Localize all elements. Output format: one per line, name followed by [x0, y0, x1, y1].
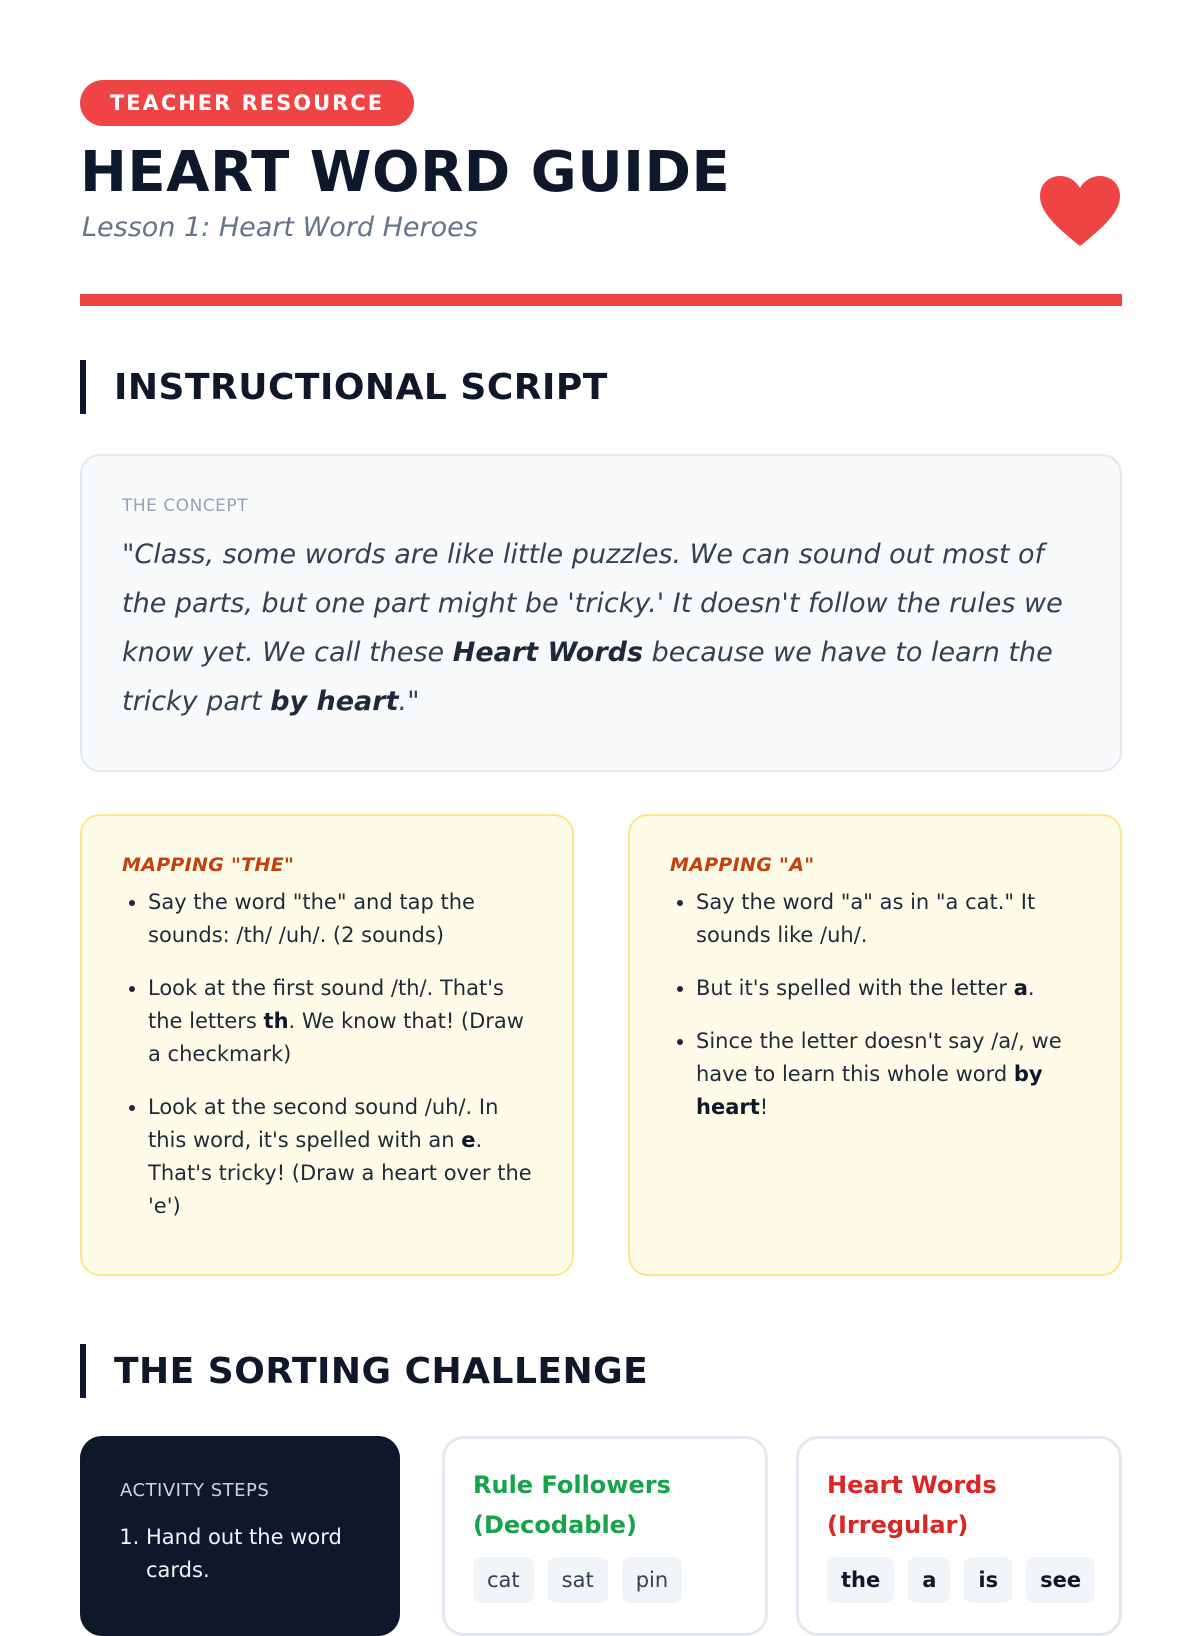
list-item	[148, 972, 534, 1071]
word-card[interactable]: pin	[622, 1557, 682, 1603]
word-card[interactable]: sat	[548, 1557, 608, 1603]
heart-words-title-line: Heart Words	[827, 1471, 997, 1499]
mapping-a-card	[628, 814, 1122, 1276]
quote-text: because we have to learn the tricky part	[122, 637, 1053, 717]
word-card[interactable]: see	[1026, 1557, 1095, 1603]
list-item-text: But it's spelled with the letter	[696, 976, 1014, 1000]
concept-card	[80, 454, 1122, 772]
word-card[interactable]: is	[964, 1557, 1012, 1603]
list-item-emphasis: a	[1013, 976, 1028, 1000]
list-item-emphasis: e	[461, 1128, 476, 1152]
word-card[interactable]: the	[827, 1557, 894, 1603]
heart-words-word-list	[827, 1557, 1093, 1603]
mapping-a-label: MAPPING "A"	[670, 854, 815, 876]
section-heading-sorting-challenge: THE SORTING CHALLENGE	[80, 1344, 980, 1398]
list-item: 1. Hand out the word cards.	[146, 1521, 364, 1587]
activity-steps-card	[80, 1436, 400, 1636]
list-item-emphasis: th	[263, 1009, 289, 1033]
activity-steps-list	[120, 1521, 364, 1587]
rule-followers-title	[473, 1465, 739, 1545]
page-title: HEART WORD GUIDE	[80, 140, 731, 205]
list-item	[696, 1025, 1082, 1124]
list-item-text: Look at the first sound /th/. That's the letters	[148, 976, 504, 1033]
list-item-text: . That's tricky! (Draw a heart over the 'e')	[148, 1128, 532, 1218]
rule-followers-subtitle-line: (Decodable)	[473, 1511, 637, 1539]
list-item-text: Since the letter doesn't say /a/, we have to learn this whole word	[696, 1029, 1062, 1086]
list-item-text: Look at the second sound /uh/. In this word, it's spelled with an	[148, 1095, 499, 1152]
heart-icon	[1040, 176, 1120, 248]
rule-followers-card	[442, 1436, 768, 1636]
heart-words-title	[827, 1465, 1093, 1545]
word-card[interactable]: cat	[473, 1557, 534, 1603]
quote-emphasis-heart-words: Heart Words	[452, 637, 644, 668]
mapping-the-card	[80, 814, 574, 1276]
quote-emphasis-by-heart: by heart	[270, 686, 399, 717]
section-heading-instructional-script: INSTRUCTIONAL SCRIPT	[80, 360, 980, 414]
mapping-the-label: MAPPING "THE"	[122, 854, 295, 876]
list-item	[148, 1091, 534, 1223]
mapping-a-list	[670, 886, 1082, 1124]
list-item-emphasis: by heart	[696, 1062, 1043, 1119]
concept-quote	[122, 530, 1080, 726]
list-item-text: . We know that! (Draw a checkmark)	[148, 1009, 524, 1066]
teacher-resource-badge: TEACHER RESOURCE	[80, 80, 414, 126]
list-item-text: Say the word "a" as in "a cat." It sounds like /uh/.	[696, 890, 1036, 947]
quote-text: "Class, some words are like little puzzles. We can sound out most of the parts, but one part might be 'tricky.' It doesn't follow the rules we know yet. We call these	[122, 539, 1063, 668]
list-item	[696, 972, 1082, 1005]
heart-words-subtitle-line: (Irregular)	[827, 1511, 969, 1539]
concept-label: THE CONCEPT	[122, 496, 249, 516]
list-item-text: .	[1027, 976, 1035, 1000]
list-item	[148, 886, 534, 952]
mapping-the-list	[122, 886, 534, 1223]
list-item	[696, 886, 1082, 952]
list-item-text: !	[759, 1095, 769, 1119]
activity-steps-label: ACTIVITY STEPS	[120, 1480, 270, 1501]
heart-words-card	[796, 1436, 1122, 1636]
lesson-subtitle: Lesson 1: Heart Word Heroes	[82, 212, 478, 243]
quote-text: ."	[398, 686, 420, 717]
header-divider	[80, 294, 1122, 306]
rule-followers-word-list	[473, 1557, 739, 1603]
word-card[interactable]: a	[908, 1557, 950, 1603]
rule-followers-title-line: Rule Followers	[473, 1471, 671, 1499]
list-item-text: Say the word "the" and tap the sounds: /th/ /uh/. (2 sounds)	[148, 890, 475, 947]
